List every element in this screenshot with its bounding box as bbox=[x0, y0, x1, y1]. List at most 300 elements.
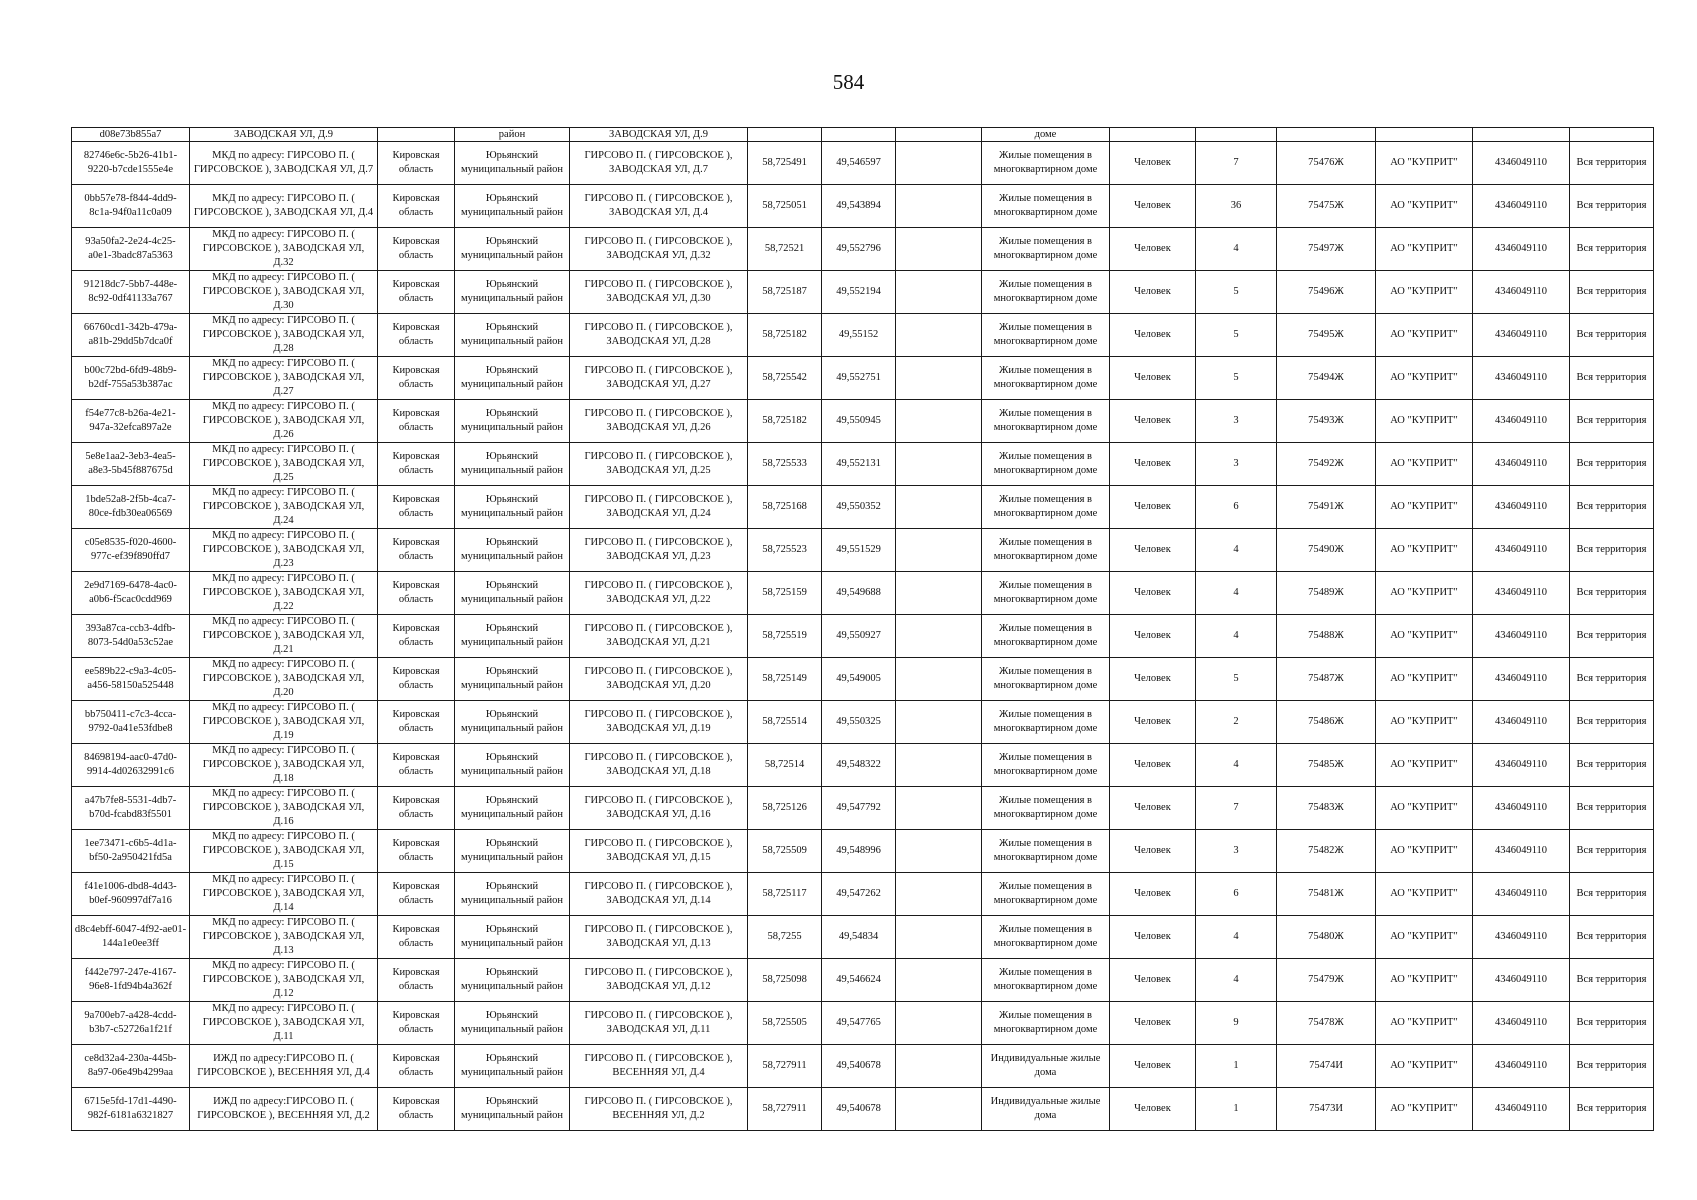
cell-code: 75496Ж bbox=[1277, 271, 1376, 314]
cell-id: ce8d32a4-230a-445b-8a97-06e49b4299aa bbox=[72, 1045, 190, 1088]
cell-inn: 4346049110 bbox=[1473, 744, 1570, 787]
cell-id: 82746e6c-5b26-41b1-9220-b7cde1555e4e bbox=[72, 142, 190, 185]
cell-longitude: 49,550352 bbox=[822, 486, 896, 529]
cell-unit: Человек bbox=[1110, 529, 1196, 572]
cell-longitude: 49,550325 bbox=[822, 701, 896, 744]
cell-id: b00c72bd-6fd9-48b9-b2df-755a53b387ac bbox=[72, 357, 190, 400]
cell-quantity: 4 bbox=[1196, 916, 1277, 959]
cell-id: a47b7fe8-5531-4db7-b70d-fcabd83f5501 bbox=[72, 787, 190, 830]
cell-inn: 4346049110 bbox=[1473, 701, 1570, 744]
cell-unit: Человек bbox=[1110, 959, 1196, 1002]
registry-table bbox=[71, 127, 1654, 1131]
cell-id: 84698194-aac0-47d0-9914-4d02632991c6 bbox=[72, 744, 190, 787]
table-row bbox=[72, 744, 1654, 787]
cell-territory: Вся территория bbox=[1570, 529, 1654, 572]
cell-organization: АО "КУПРИТ" bbox=[1376, 787, 1473, 830]
cell-object-type: Индивидуальные жилые дома bbox=[982, 1088, 1110, 1131]
cell-unit: Человек bbox=[1110, 744, 1196, 787]
cell-code: 75489Ж bbox=[1277, 572, 1376, 615]
cell-object-type: Жилые помещения в многоквартирном доме bbox=[982, 744, 1110, 787]
cell-inn: 4346049110 bbox=[1473, 142, 1570, 185]
cell-quantity: 4 bbox=[1196, 615, 1277, 658]
cell-territory: Вся территория bbox=[1570, 1088, 1654, 1131]
cell-empty bbox=[896, 959, 982, 1002]
cell-object-name: МКД по адресу: ГИРСОВО П. ( ГИРСОВСКОЕ ), ЗАВОДСКАЯ УЛ, Д.14 bbox=[190, 873, 378, 916]
cell-code: 75495Ж bbox=[1277, 314, 1376, 357]
cell-territory: Вся территория bbox=[1570, 228, 1654, 271]
cell-territory: Вся территория bbox=[1570, 357, 1654, 400]
cell-latitude: 58,725542 bbox=[748, 357, 822, 400]
cell-longitude: 49,549005 bbox=[822, 658, 896, 701]
cell-unit: Человек bbox=[1110, 357, 1196, 400]
cell-district: Юрьянский муниципальный район bbox=[455, 615, 570, 658]
cell-id: 393a87ca-ccb3-4dfb-8073-54d0a53c52ae bbox=[72, 615, 190, 658]
table-row bbox=[72, 1002, 1654, 1045]
cell-inn: 4346049110 bbox=[1473, 787, 1570, 830]
table-row bbox=[72, 185, 1654, 228]
cell-object-name: МКД по адресу: ГИРСОВО П. ( ГИРСОВСКОЕ ), ЗАВОДСКАЯ УЛ, Д.18 bbox=[190, 744, 378, 787]
cell-quantity: 5 bbox=[1196, 658, 1277, 701]
cell-latitude: 58,725126 bbox=[748, 787, 822, 830]
cell-address: ГИРСОВО П. ( ГИРСОВСКОЕ ), ЗАВОДСКАЯ УЛ, Д.32 bbox=[570, 228, 748, 271]
cell-code: 75493Ж bbox=[1277, 400, 1376, 443]
cell-territory: Вся территория bbox=[1570, 314, 1654, 357]
cell-district: Юрьянский муниципальный район bbox=[455, 701, 570, 744]
cell-district: Юрьянский муниципальный район bbox=[455, 959, 570, 1002]
cell-address: ГИРСОВО П. ( ГИРСОВСКОЕ ), ЗАВОДСКАЯ УЛ, Д.25 bbox=[570, 443, 748, 486]
table-row bbox=[72, 916, 1654, 959]
cell-region: Кировская область bbox=[378, 830, 455, 873]
cell-longitude: 49,552796 bbox=[822, 228, 896, 271]
cell-organization: АО "КУПРИТ" bbox=[1376, 271, 1473, 314]
cell-id: 6715e5fd-17d1-4490-982f-6181a6321827 bbox=[72, 1088, 190, 1131]
cell-latitude: 58,725505 bbox=[748, 1002, 822, 1045]
cell-empty bbox=[896, 128, 982, 142]
cell-inn: 4346049110 bbox=[1473, 185, 1570, 228]
cell-object-name: МКД по адресу: ГИРСОВО П. ( ГИРСОВСКОЕ ), ЗАВОДСКАЯ УЛ, Д.24 bbox=[190, 486, 378, 529]
cell-object-type: Жилые помещения в многоквартирном доме bbox=[982, 615, 1110, 658]
cell-territory: Вся территория bbox=[1570, 1045, 1654, 1088]
cell-region: Кировская область bbox=[378, 357, 455, 400]
cell-unit: Человек bbox=[1110, 185, 1196, 228]
cell-region: Кировская область bbox=[378, 1045, 455, 1088]
cell-id: c05e8535-f020-4600-977c-ef39f890ffd7 bbox=[72, 529, 190, 572]
cell-object-type: Жилые помещения в многоквартирном доме bbox=[982, 916, 1110, 959]
cell-inn: 4346049110 bbox=[1473, 1002, 1570, 1045]
cell-latitude: 58,725533 bbox=[748, 443, 822, 486]
cell-empty bbox=[896, 873, 982, 916]
cell-unit: Человек bbox=[1110, 787, 1196, 830]
cell-quantity: 5 bbox=[1196, 357, 1277, 400]
cell-longitude: 49,540678 bbox=[822, 1045, 896, 1088]
cell-unit: Человек bbox=[1110, 615, 1196, 658]
table-row bbox=[72, 701, 1654, 744]
cell-region: Кировская область bbox=[378, 443, 455, 486]
cell-latitude: 58,725187 bbox=[748, 271, 822, 314]
cell-longitude: 49,546597 bbox=[822, 142, 896, 185]
cell-unit: Человек bbox=[1110, 572, 1196, 615]
table-row bbox=[72, 142, 1654, 185]
cell-empty bbox=[896, 400, 982, 443]
cell-territory bbox=[1570, 128, 1654, 142]
cell-longitude: 49,547765 bbox=[822, 1002, 896, 1045]
cell-longitude: 49,546624 bbox=[822, 959, 896, 1002]
cell-inn: 4346049110 bbox=[1473, 658, 1570, 701]
cell-empty bbox=[896, 572, 982, 615]
cell-longitude bbox=[822, 128, 896, 142]
cell-latitude: 58,725149 bbox=[748, 658, 822, 701]
cell-longitude: 49,540678 bbox=[822, 1088, 896, 1131]
cell-longitude: 49,547262 bbox=[822, 873, 896, 916]
cell-territory: Вся территория bbox=[1570, 443, 1654, 486]
cell-empty bbox=[896, 744, 982, 787]
cell-organization bbox=[1376, 128, 1473, 142]
cell-id: d8c4ebff-6047-4f92-ae01-144a1e0ee3ff bbox=[72, 916, 190, 959]
cell-quantity: 7 bbox=[1196, 142, 1277, 185]
cell-district: Юрьянский муниципальный район bbox=[455, 271, 570, 314]
cell-empty bbox=[896, 142, 982, 185]
cell-object-name: МКД по адресу: ГИРСОВО П. ( ГИРСОВСКОЕ ), ЗАВОДСКАЯ УЛ, Д.28 bbox=[190, 314, 378, 357]
cell-object-type: Жилые помещения в многоквартирном доме bbox=[982, 185, 1110, 228]
table-row bbox=[72, 314, 1654, 357]
cell-object-name: МКД по адресу: ГИРСОВО П. ( ГИРСОВСКОЕ ), ЗАВОДСКАЯ УЛ, Д.23 bbox=[190, 529, 378, 572]
cell-region: Кировская область bbox=[378, 228, 455, 271]
cell-code: 75479Ж bbox=[1277, 959, 1376, 1002]
cell-latitude: 58,72514 bbox=[748, 744, 822, 787]
cell-organization: АО "КУПРИТ" bbox=[1376, 486, 1473, 529]
cell-territory: Вся территория bbox=[1570, 658, 1654, 701]
cell-empty bbox=[896, 787, 982, 830]
cell-quantity: 3 bbox=[1196, 830, 1277, 873]
cell-inn: 4346049110 bbox=[1473, 572, 1570, 615]
cell-inn: 4346049110 bbox=[1473, 529, 1570, 572]
cell-object-type: Жилые помещения в многоквартирном доме bbox=[982, 701, 1110, 744]
cell-unit: Человек bbox=[1110, 1002, 1196, 1045]
cell-longitude: 49,548996 bbox=[822, 830, 896, 873]
cell-empty bbox=[896, 1088, 982, 1131]
cell-unit: Человек bbox=[1110, 830, 1196, 873]
cell-longitude: 49,547792 bbox=[822, 787, 896, 830]
cell-code: 75494Ж bbox=[1277, 357, 1376, 400]
cell-object-type: Жилые помещения в многоквартирном доме bbox=[982, 443, 1110, 486]
cell-organization: АО "КУПРИТ" bbox=[1376, 314, 1473, 357]
cell-organization: АО "КУПРИТ" bbox=[1376, 916, 1473, 959]
cell-code: 75485Ж bbox=[1277, 744, 1376, 787]
cell-inn: 4346049110 bbox=[1473, 443, 1570, 486]
cell-address: ГИРСОВО П. ( ГИРСОВСКОЕ ), ЗАВОДСКАЯ УЛ, Д.28 bbox=[570, 314, 748, 357]
cell-latitude bbox=[748, 128, 822, 142]
cell-region bbox=[378, 128, 455, 142]
cell-address: ГИРСОВО П. ( ГИРСОВСКОЕ ), ЗАВОДСКАЯ УЛ, Д.12 bbox=[570, 959, 748, 1002]
cell-object-name: МКД по адресу: ГИРСОВО П. ( ГИРСОВСКОЕ ), ЗАВОДСКАЯ УЛ, Д.7 bbox=[190, 142, 378, 185]
cell-organization: АО "КУПРИТ" bbox=[1376, 357, 1473, 400]
cell-address: ГИРСОВО П. ( ГИРСОВСКОЕ ), ЗАВОДСКАЯ УЛ, Д.19 bbox=[570, 701, 748, 744]
cell-address: ГИРСОВО П. ( ГИРСОВСКОЕ ), ЗАВОДСКАЯ УЛ, Д.24 bbox=[570, 486, 748, 529]
cell-longitude: 49,548322 bbox=[822, 744, 896, 787]
cell-address: ГИРСОВО П. ( ГИРСОВСКОЕ ), ЗАВОДСКАЯ УЛ, Д.11 bbox=[570, 1002, 748, 1045]
cell-code: 75487Ж bbox=[1277, 658, 1376, 701]
cell-empty bbox=[896, 228, 982, 271]
table-row bbox=[72, 959, 1654, 1002]
cell-object-type: Индивидуальные жилые дома bbox=[982, 1045, 1110, 1088]
cell-id: 2e9d7169-6478-4ac0-a0b6-f5cac0cdd969 bbox=[72, 572, 190, 615]
cell-empty bbox=[896, 357, 982, 400]
cell-code: 75481Ж bbox=[1277, 873, 1376, 916]
cell-unit: Человек bbox=[1110, 443, 1196, 486]
cell-region: Кировская область bbox=[378, 1002, 455, 1045]
cell-territory: Вся территория bbox=[1570, 701, 1654, 744]
cell-longitude: 49,549688 bbox=[822, 572, 896, 615]
cell-latitude: 58,725168 bbox=[748, 486, 822, 529]
cell-quantity: 2 bbox=[1196, 701, 1277, 744]
cell-region: Кировская область bbox=[378, 873, 455, 916]
cell-unit: Человек bbox=[1110, 142, 1196, 185]
cell-id: 5e8e1aa2-3eb3-4ea5-a8e3-5b45f887675d bbox=[72, 443, 190, 486]
cell-district: Юрьянский муниципальный район bbox=[455, 529, 570, 572]
cell-district: Юрьянский муниципальный район bbox=[455, 1002, 570, 1045]
cell-unit: Человек bbox=[1110, 486, 1196, 529]
cell-object-name: ЗАВОДСКАЯ УЛ, Д.9 bbox=[190, 128, 378, 142]
cell-region: Кировская область bbox=[378, 615, 455, 658]
cell-inn bbox=[1473, 128, 1570, 142]
cell-address: ГИРСОВО П. ( ГИРСОВСКОЕ ), ЗАВОДСКАЯ УЛ, Д.18 bbox=[570, 744, 748, 787]
cell-organization: АО "КУПРИТ" bbox=[1376, 873, 1473, 916]
cell-object-type: Жилые помещения в многоквартирном доме bbox=[982, 572, 1110, 615]
cell-quantity: 4 bbox=[1196, 959, 1277, 1002]
cell-id: f54e77c8-b26a-4e21-947a-32efca897a2e bbox=[72, 400, 190, 443]
cell-district: Юрьянский муниципальный район bbox=[455, 486, 570, 529]
cell-quantity bbox=[1196, 128, 1277, 142]
table-row bbox=[72, 830, 1654, 873]
table-row-continued bbox=[72, 128, 1654, 142]
cell-unit: Человек bbox=[1110, 701, 1196, 744]
cell-longitude: 49,55152 bbox=[822, 314, 896, 357]
cell-id: 1ee73471-c6b5-4d1a-bf50-2a950421fd5a bbox=[72, 830, 190, 873]
cell-object-type: Жилые помещения в многоквартирном доме bbox=[982, 529, 1110, 572]
cell-code: 75480Ж bbox=[1277, 916, 1376, 959]
cell-unit: Человек bbox=[1110, 916, 1196, 959]
page-number: 584 bbox=[832, 70, 865, 94]
cell-longitude: 49,552194 bbox=[822, 271, 896, 314]
cell-quantity: 1 bbox=[1196, 1045, 1277, 1088]
cell-id: bb750411-c7c3-4cca-9792-0a41e53fdbe8 bbox=[72, 701, 190, 744]
cell-longitude: 49,552751 bbox=[822, 357, 896, 400]
cell-code: 75491Ж bbox=[1277, 486, 1376, 529]
cell-inn: 4346049110 bbox=[1473, 271, 1570, 314]
cell-quantity: 3 bbox=[1196, 400, 1277, 443]
cell-address: ГИРСОВО П. ( ГИРСОВСКОЕ ), ЗАВОДСКАЯ УЛ, Д.13 bbox=[570, 916, 748, 959]
table-row bbox=[72, 271, 1654, 314]
cell-code: 75473И bbox=[1277, 1088, 1376, 1131]
cell-object-type: Жилые помещения в многоквартирном доме bbox=[982, 228, 1110, 271]
cell-code bbox=[1277, 128, 1376, 142]
cell-object-name: МКД по адресу: ГИРСОВО П. ( ГИРСОВСКОЕ ), ЗАВОДСКАЯ УЛ, Д.12 bbox=[190, 959, 378, 1002]
cell-object-name: МКД по адресу: ГИРСОВО П. ( ГИРСОВСКОЕ ), ЗАВОДСКАЯ УЛ, Д.25 bbox=[190, 443, 378, 486]
cell-object-name: МКД по адресу: ГИРСОВО П. ( ГИРСОВСКОЕ ), ЗАВОДСКАЯ УЛ, Д.15 bbox=[190, 830, 378, 873]
cell-region: Кировская область bbox=[378, 142, 455, 185]
cell-latitude: 58,7255 bbox=[748, 916, 822, 959]
cell-district: Юрьянский муниципальный район bbox=[455, 830, 570, 873]
cell-empty bbox=[896, 1002, 982, 1045]
cell-code: 75475Ж bbox=[1277, 185, 1376, 228]
cell-region: Кировская область bbox=[378, 658, 455, 701]
cell-inn: 4346049110 bbox=[1473, 228, 1570, 271]
cell-object-type: Жилые помещения в многоквартирном доме bbox=[982, 142, 1110, 185]
cell-id: f41e1006-dbd8-4d43-b0ef-960997df7a16 bbox=[72, 873, 190, 916]
cell-object-type: Жилые помещения в многоквартирном доме bbox=[982, 400, 1110, 443]
cell-id: 9a700eb7-a428-4cdd-b3b7-c52726a1f21f bbox=[72, 1002, 190, 1045]
table-row bbox=[72, 443, 1654, 486]
table-row bbox=[72, 572, 1654, 615]
cell-address: ЗАВОДСКАЯ УЛ, Д.9 bbox=[570, 128, 748, 142]
cell-district: Юрьянский муниципальный район bbox=[455, 228, 570, 271]
cell-district: Юрьянский муниципальный район bbox=[455, 873, 570, 916]
cell-inn: 4346049110 bbox=[1473, 830, 1570, 873]
cell-object-name: ИЖД по адресу:ГИРСОВО П. ( ГИРСОВСКОЕ ), ВЕСЕННЯЯ УЛ, Д.2 bbox=[190, 1088, 378, 1131]
cell-territory: Вся территория bbox=[1570, 873, 1654, 916]
cell-latitude: 58,725051 bbox=[748, 185, 822, 228]
cell-address: ГИРСОВО П. ( ГИРСОВСКОЕ ), ЗАВОДСКАЯ УЛ, Д.26 bbox=[570, 400, 748, 443]
cell-district: район bbox=[455, 128, 570, 142]
cell-quantity: 4 bbox=[1196, 744, 1277, 787]
cell-code: 75478Ж bbox=[1277, 1002, 1376, 1045]
cell-inn: 4346049110 bbox=[1473, 314, 1570, 357]
cell-latitude: 58,725519 bbox=[748, 615, 822, 658]
cell-territory: Вся территория bbox=[1570, 916, 1654, 959]
cell-district: Юрьянский муниципальный район bbox=[455, 658, 570, 701]
cell-inn: 4346049110 bbox=[1473, 959, 1570, 1002]
cell-object-type: Жилые помещения в многоквартирном доме bbox=[982, 1002, 1110, 1045]
cell-territory: Вся территория bbox=[1570, 400, 1654, 443]
cell-territory: Вся территория bbox=[1570, 787, 1654, 830]
cell-unit bbox=[1110, 128, 1196, 142]
cell-address: ГИРСОВО П. ( ГИРСОВСКОЕ ), ЗАВОДСКАЯ УЛ, Д.7 bbox=[570, 142, 748, 185]
cell-district: Юрьянский муниципальный район bbox=[455, 916, 570, 959]
cell-object-name: ИЖД по адресу:ГИРСОВО П. ( ГИРСОВСКОЕ ), ВЕСЕННЯЯ УЛ, Д.4 bbox=[190, 1045, 378, 1088]
cell-quantity: 7 bbox=[1196, 787, 1277, 830]
cell-latitude: 58,725509 bbox=[748, 830, 822, 873]
table-row bbox=[72, 787, 1654, 830]
cell-longitude: 49,551529 bbox=[822, 529, 896, 572]
cell-quantity: 4 bbox=[1196, 572, 1277, 615]
cell-quantity: 6 bbox=[1196, 486, 1277, 529]
cell-id: 91218dc7-5bb7-448e-8c92-0df41133a767 bbox=[72, 271, 190, 314]
table-row bbox=[72, 228, 1654, 271]
cell-latitude: 58,725182 bbox=[748, 314, 822, 357]
cell-address: ГИРСОВО П. ( ГИРСОВСКОЕ ), ЗАВОДСКАЯ УЛ, Д.30 bbox=[570, 271, 748, 314]
cell-district: Юрьянский муниципальный район bbox=[455, 443, 570, 486]
cell-object-name: МКД по адресу: ГИРСОВО П. ( ГИРСОВСКОЕ ), ЗАВОДСКАЯ УЛ, Д.19 bbox=[190, 701, 378, 744]
cell-territory: Вся территория bbox=[1570, 271, 1654, 314]
cell-object-name: МКД по адресу: ГИРСОВО П. ( ГИРСОВСКОЕ ), ЗАВОДСКАЯ УЛ, Д.13 bbox=[190, 916, 378, 959]
cell-district: Юрьянский муниципальный район bbox=[455, 572, 570, 615]
cell-district: Юрьянский муниципальный район bbox=[455, 314, 570, 357]
cell-organization: АО "КУПРИТ" bbox=[1376, 1045, 1473, 1088]
cell-longitude: 49,550927 bbox=[822, 615, 896, 658]
cell-object-name: МКД по адресу: ГИРСОВО П. ( ГИРСОВСКОЕ ), ЗАВОДСКАЯ УЛ, Д.26 bbox=[190, 400, 378, 443]
cell-organization: АО "КУПРИТ" bbox=[1376, 701, 1473, 744]
cell-territory: Вся территория bbox=[1570, 185, 1654, 228]
cell-address: ГИРСОВО П. ( ГИРСОВСКОЕ ), ЗАВОДСКАЯ УЛ, Д.21 bbox=[570, 615, 748, 658]
cell-region: Кировская область bbox=[378, 959, 455, 1002]
cell-unit: Человек bbox=[1110, 873, 1196, 916]
table-row bbox=[72, 400, 1654, 443]
cell-empty bbox=[896, 443, 982, 486]
cell-address: ГИРСОВО П. ( ГИРСОВСКОЕ ), ЗАВОДСКАЯ УЛ, Д.14 bbox=[570, 873, 748, 916]
table-row bbox=[72, 873, 1654, 916]
cell-inn: 4346049110 bbox=[1473, 615, 1570, 658]
cell-object-name: МКД по адресу: ГИРСОВО П. ( ГИРСОВСКОЕ ), ЗАВОДСКАЯ УЛ, Д.27 bbox=[190, 357, 378, 400]
cell-quantity: 4 bbox=[1196, 228, 1277, 271]
cell-empty bbox=[896, 830, 982, 873]
cell-object-name: МКД по адресу: ГИРСОВО П. ( ГИРСОВСКОЕ ), ЗАВОДСКАЯ УЛ, Д.16 bbox=[190, 787, 378, 830]
cell-address: ГИРСОВО П. ( ГИРСОВСКОЕ ), ВЕСЕННЯЯ УЛ, Д.2 bbox=[570, 1088, 748, 1131]
cell-object-name: МКД по адресу: ГИРСОВО П. ( ГИРСОВСКОЕ ), ЗАВОДСКАЯ УЛ, Д.30 bbox=[190, 271, 378, 314]
table-row bbox=[72, 615, 1654, 658]
cell-address: ГИРСОВО П. ( ГИРСОВСКОЕ ), ЗАВОДСКАЯ УЛ, Д.4 bbox=[570, 185, 748, 228]
cell-quantity: 4 bbox=[1196, 529, 1277, 572]
cell-quantity: 9 bbox=[1196, 1002, 1277, 1045]
cell-code: 75474И bbox=[1277, 1045, 1376, 1088]
cell-quantity: 6 bbox=[1196, 873, 1277, 916]
cell-organization: АО "КУПРИТ" bbox=[1376, 443, 1473, 486]
cell-organization: АО "КУПРИТ" bbox=[1376, 1088, 1473, 1131]
table-row bbox=[72, 1045, 1654, 1088]
cell-empty bbox=[896, 701, 982, 744]
cell-territory: Вся территория bbox=[1570, 830, 1654, 873]
cell-latitude: 58,725117 bbox=[748, 873, 822, 916]
cell-organization: АО "КУПРИТ" bbox=[1376, 400, 1473, 443]
cell-quantity: 5 bbox=[1196, 314, 1277, 357]
cell-object-type: Жилые помещения в многоквартирном доме bbox=[982, 658, 1110, 701]
cell-object-name: МКД по адресу: ГИРСОВО П. ( ГИРСОВСКОЕ ), ЗАВОДСКАЯ УЛ, Д.32 bbox=[190, 228, 378, 271]
cell-organization: АО "КУПРИТ" bbox=[1376, 615, 1473, 658]
cell-unit: Человек bbox=[1110, 1045, 1196, 1088]
cell-quantity: 5 bbox=[1196, 271, 1277, 314]
cell-region: Кировская область bbox=[378, 314, 455, 357]
cell-latitude: 58,725159 bbox=[748, 572, 822, 615]
cell-id: 93a50fa2-2e24-4c25-a0e1-3badc87a5363 bbox=[72, 228, 190, 271]
cell-object-type: Жилые помещения в многоквартирном доме bbox=[982, 959, 1110, 1002]
table-body bbox=[72, 128, 1654, 1131]
cell-empty bbox=[896, 185, 982, 228]
cell-district: Юрьянский муниципальный район bbox=[455, 1088, 570, 1131]
cell-object-name: МКД по адресу: ГИРСОВО П. ( ГИРСОВСКОЕ ), ЗАВОДСКАЯ УЛ, Д.21 bbox=[190, 615, 378, 658]
cell-inn: 4346049110 bbox=[1473, 357, 1570, 400]
cell-empty bbox=[896, 1045, 982, 1088]
cell-object-type: Жилые помещения в многоквартирном доме bbox=[982, 271, 1110, 314]
cell-empty bbox=[896, 529, 982, 572]
cell-territory: Вся территория bbox=[1570, 142, 1654, 185]
cell-inn: 4346049110 bbox=[1473, 916, 1570, 959]
cell-object-name: МКД по адресу: ГИРСОВО П. ( ГИРСОВСКОЕ ), ЗАВОДСКАЯ УЛ, Д.4 bbox=[190, 185, 378, 228]
cell-address: ГИРСОВО П. ( ГИРСОВСКОЕ ), ЗАВОДСКАЯ УЛ, Д.16 bbox=[570, 787, 748, 830]
cell-object-type: Жилые помещения в многоквартирном доме bbox=[982, 787, 1110, 830]
cell-district: Юрьянский муниципальный район bbox=[455, 400, 570, 443]
cell-address: ГИРСОВО П. ( ГИРСОВСКОЕ ), ЗАВОДСКАЯ УЛ, Д.20 bbox=[570, 658, 748, 701]
cell-region: Кировская область bbox=[378, 400, 455, 443]
cell-empty bbox=[896, 658, 982, 701]
table-row bbox=[72, 529, 1654, 572]
table-row bbox=[72, 357, 1654, 400]
cell-object-type: Жилые помещения в многоквартирном доме bbox=[982, 314, 1110, 357]
cell-id: 0bb57e78-f844-4dd9-8c1a-94f0a11c0a09 bbox=[72, 185, 190, 228]
cell-empty bbox=[896, 271, 982, 314]
cell-latitude: 58,725514 bbox=[748, 701, 822, 744]
cell-inn: 4346049110 bbox=[1473, 873, 1570, 916]
cell-organization: АО "КУПРИТ" bbox=[1376, 142, 1473, 185]
cell-id: f442e797-247e-4167-96e8-1fd94b4a362f bbox=[72, 959, 190, 1002]
